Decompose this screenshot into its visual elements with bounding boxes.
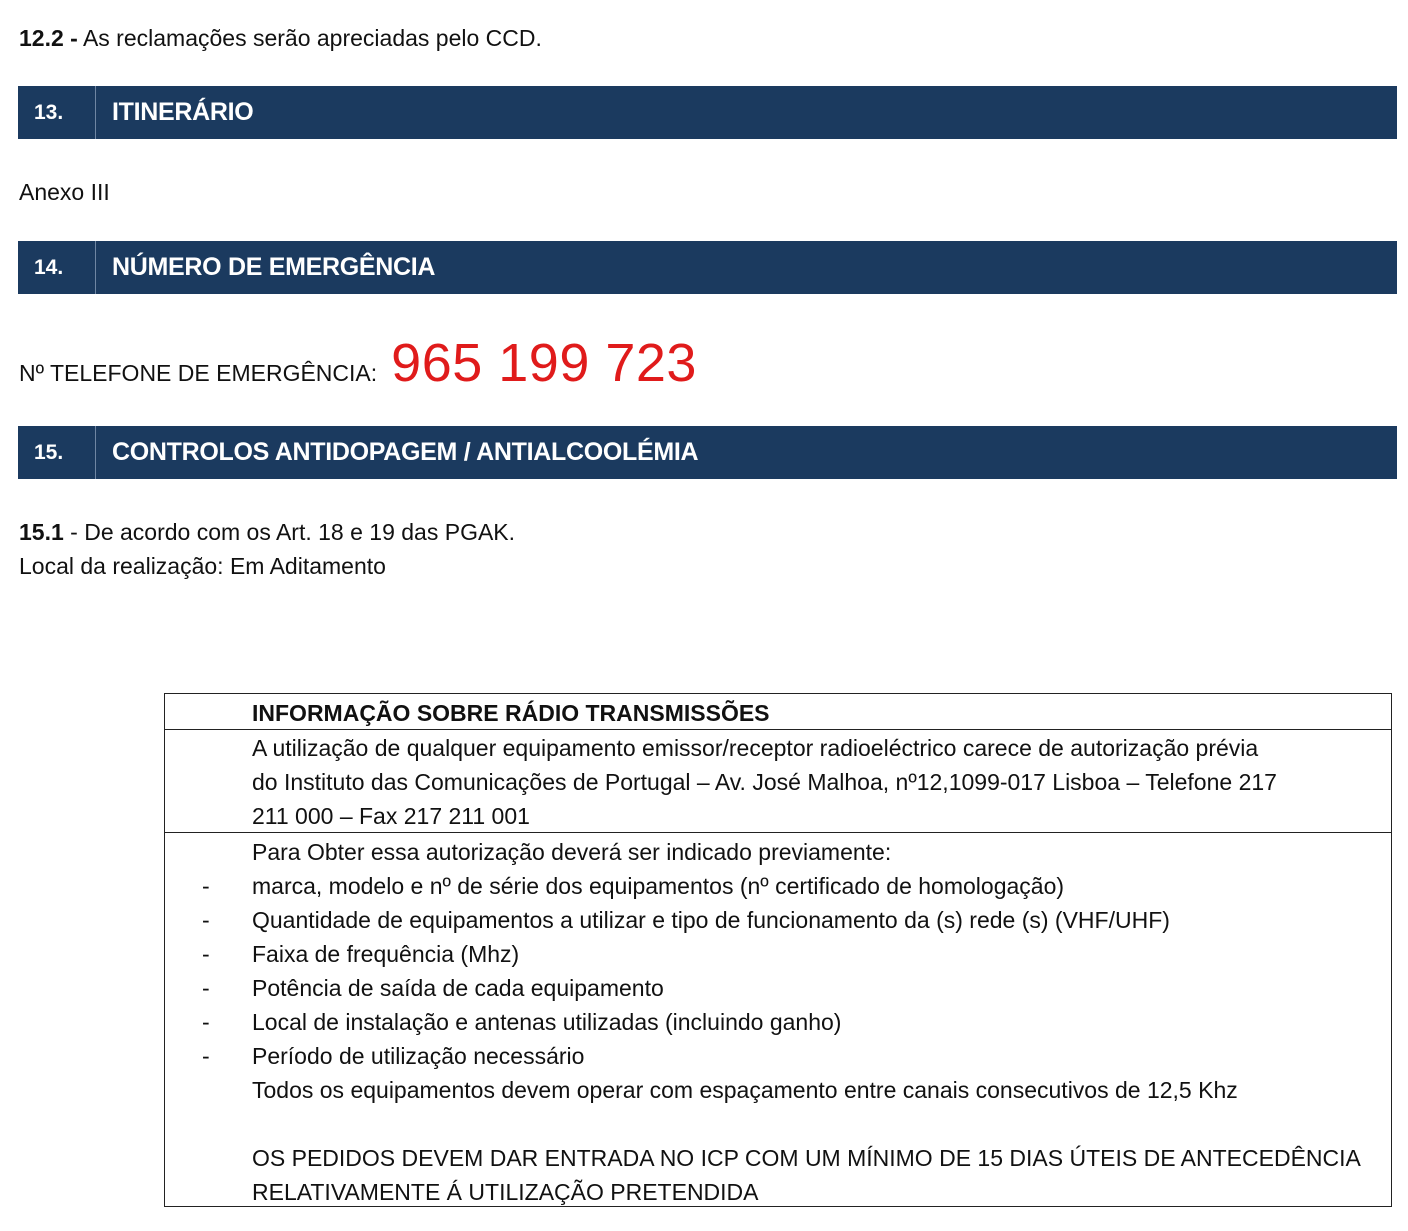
paragraph-15-1-location: Local da realização: Em Aditamento — [19, 553, 386, 579]
emergency-phone-label: Nº TELEFONE DE EMERGÊNCIA: — [19, 360, 378, 386]
section-header-14 — [18, 241, 1397, 294]
section-header-15 — [18, 426, 1397, 479]
paragraph-12-2 — [19, 21, 542, 55]
radio-table-title: INFORMAÇÃO SOBRE RÁDIO TRANSMISSÕES — [252, 700, 770, 726]
intro-line: A utilização de qualquer equipamento emissor/receptor radioeléctrico carece de autorização prévia — [252, 735, 1259, 761]
radio-table-title-row — [165, 694, 1391, 730]
blank-line — [252, 1107, 1383, 1141]
paragraph-15-1 — [19, 515, 515, 549]
radio-requirements — [202, 835, 1383, 1209]
section-number: 14. — [18, 241, 96, 294]
paragraph-number: 12.2 - — [19, 25, 78, 51]
section-title: NÚMERO DE EMERGÊNCIA — [112, 253, 436, 281]
list-item: - Faixa de frequência (Mhz) — [252, 937, 1383, 971]
paragraph-number: 15.1 — [19, 519, 64, 545]
section-number: 13. — [18, 86, 96, 139]
dash-bullet: - — [202, 1043, 210, 1069]
radio-table-requirements-row — [165, 833, 1391, 1205]
section-title: ITINERÁRIO — [112, 98, 254, 126]
list-item: - Potência de saída de cada equipamento — [252, 971, 1383, 1005]
section-title: CONTROLOS ANTIDOPAGEM / ANTIALCOOLÉMIA — [112, 438, 699, 466]
emergency-phone — [19, 332, 697, 394]
dash-bullet: - — [202, 941, 210, 967]
section-header-13 — [18, 86, 1397, 139]
list-item: - Período de utilização necessário — [252, 1039, 1383, 1073]
dash-bullet: - — [202, 873, 210, 899]
radio-intro-text — [252, 731, 1383, 833]
list-item: - Quantidade de equipamentos a utilizar e tipo de funcionamento da (s) rede (s) (VHF/UHF) — [252, 903, 1383, 937]
paragraph-text: - De acordo com os Art. 18 e 19 das PGAK. — [63, 519, 516, 545]
notice-line: RELATIVAMENTE Á UTILIZAÇÃO PRETENDIDA — [252, 1179, 759, 1205]
radio-transmission-info-table — [164, 693, 1392, 1207]
intro-line: do Instituto das Comunicações de Portugal – Av. José Malhoa, nº12,1099-017 Lisboa – Telefone 217 — [252, 769, 1277, 795]
notice-line: OS PEDIDOS DEVEM DAR ENTRADA NO ICP COM UM MÍNIMO DE 15 DIAS ÚTEIS DE ANTECEDÊNCIA — [252, 1145, 1361, 1171]
requirements-heading: Para Obter essa autorização deverá ser indicado previamente: — [252, 839, 892, 865]
radio-table-intro-row — [165, 730, 1391, 833]
intro-line: 211 000 – Fax 217 211 001 — [252, 803, 530, 829]
list-item: - Local de instalação e antenas utilizadas (incluindo ganho) — [252, 1005, 1383, 1039]
emergency-phone-number: 965 199 723 — [391, 333, 697, 393]
annex-reference: Anexo III — [19, 179, 110, 205]
spacing-note: Todos os equipamentos devem operar com espaçamento entre canais consecutivos de 12,5 Khz — [252, 1077, 1238, 1103]
dash-bullet: - — [202, 907, 210, 933]
paragraph-text: As reclamações serão apreciadas pelo CCD. — [77, 25, 542, 51]
section-number: 15. — [18, 426, 96, 479]
dash-bullet: - — [202, 975, 210, 1001]
list-item: - marca, modelo e nº de série dos equipamentos (nº certificado de homologação) — [252, 869, 1383, 903]
dash-bullet: - — [202, 1009, 210, 1035]
